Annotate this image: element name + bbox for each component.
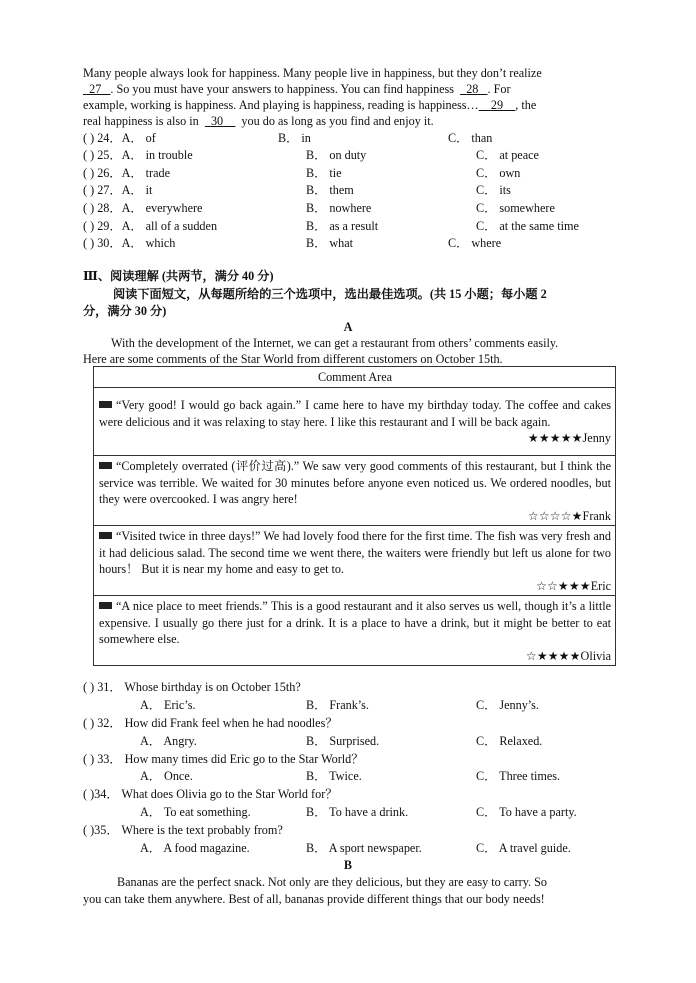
cloze-q30-c: C． where <box>448 236 502 250</box>
cloze-line-1: Many people always look for happiness. Many people live in happiness, but they don’t realize <box>83 66 542 80</box>
comment-marker-icon <box>99 462 112 469</box>
comment-marker-icon <box>99 401 112 408</box>
rating-olivia: ☆★★★★Olivia <box>525 648 611 663</box>
comment-jenny: “Very good! I would go back again.” I came here to have my birthday today. The coffee and cakes were delicious and it was relaxing to stay here. I like this restaurant and I will be back again. ★★★★★Jenny <box>94 388 616 456</box>
q34-option-a: A． To eat something. <box>140 805 251 819</box>
cloze-line-4: real happiness is also in 30 you do as long as you find and enjoy it. <box>83 114 434 128</box>
question-32: ( ) 32． How did Frank feel when he had noodles？ <box>83 716 338 730</box>
cloze-q30-b: B． what <box>306 236 354 250</box>
part-b-line-1: Bananas are the perfect snack. Not only are they delicious, but they are easy to carry. So <box>117 875 548 889</box>
blank-29: 29 <box>490 98 504 112</box>
q35-option-c: C． A travel guide. <box>476 841 571 855</box>
cloze-q29-b: B． as a result <box>306 219 379 233</box>
cloze-q26-c: C． own <box>476 166 521 180</box>
cloze-q25-c: C． at peace <box>476 148 539 162</box>
q34-option-c: C． To have a party. <box>476 805 577 819</box>
cloze-q28-b: B． nowhere <box>306 201 372 215</box>
cloze-line-3: example, working is happiness. And playing is happiness, reading is happiness… 29 , the <box>83 98 537 112</box>
q34-option-b: B． To have a drink. <box>306 805 409 819</box>
question-35: ( )35． Where is the text probably from? <box>83 823 283 837</box>
cloze-q26-b: B． tie <box>306 166 342 180</box>
instructions-line-2: 分，满分 30 分) <box>83 304 167 318</box>
rating-eric: ☆☆★★★Eric <box>536 578 611 593</box>
intro-a-line-2: Here are some comments of the Star World from different customers on October 15th. <box>83 352 503 366</box>
cloze-q25-b: B． on duty <box>306 148 367 162</box>
comment-area-title: Comment Area <box>94 367 616 388</box>
cloze-q24-c: C． than <box>448 131 493 145</box>
part-b-label: B <box>343 858 353 872</box>
q33-option-c: C． Three times. <box>476 769 561 783</box>
part-b-line-2: you can take them anywhere. Best of all, bananas provide different things that our body needs! <box>83 892 545 906</box>
q31-option-b: B． Frank’s. <box>306 698 369 712</box>
comment-frank: “Completely overrated (评价过高).” We saw very good comments of this restaurant, but I think the service was terrible. We waited for 30 minutes before anyone even noticed us. We ordered noodles, but they were overcooked. I was angry here! ☆☆☆☆★Frank <box>94 456 616 526</box>
blank-27: 27 <box>89 82 102 96</box>
q32-option-b: B． Surprised. <box>306 734 380 748</box>
q31-option-a: A． Eric’s. <box>140 698 196 712</box>
comment-marker-icon <box>99 532 112 539</box>
q32-option-c: C． Relaxed. <box>476 734 543 748</box>
cloze-q26-a: ( ) 26．A． trade <box>83 166 170 180</box>
cloze-q24-a: ( ) 24．A． of <box>83 131 156 145</box>
comment-table <box>93 366 616 666</box>
question-34: ( )34． What does Olivia go to the Star World for？ <box>83 787 338 801</box>
cloze-q29-c: C． at the same time <box>476 219 579 233</box>
blank-30: 30 <box>210 114 224 128</box>
rating-jenny: ★★★★★Jenny <box>527 431 611 446</box>
cloze-q29-a: ( ) 29．A． all of a sudden <box>83 219 218 233</box>
comment-marker-icon <box>99 602 112 609</box>
cloze-q28-c: C． somewhere <box>476 201 555 215</box>
cloze-q27-c: C． its <box>476 183 511 197</box>
question-33: ( ) 33． How many times did Eric go to the Star World？ <box>83 752 364 766</box>
intro-a-line-1: With the development of the Internet, we can get a restaurant from others’ comments easily. <box>111 336 559 350</box>
q32-option-a: A． Angry. <box>140 734 197 748</box>
instructions-line-1: 阅读下面短文，从每题所给的三个选项中，选出最佳选项。(共 15 小题；每小题 2 <box>113 287 547 301</box>
q35-option-a: A． A food magazine. <box>140 841 250 855</box>
rating-frank: ☆☆☆☆★Frank <box>527 508 611 523</box>
q35-option-b: B． A sport newspaper. <box>306 841 422 855</box>
comment-eric: “Visited twice in three days!” We had lovely food there for the first time. The fish was very fresh and it had delicious salad. The second time we went there, the waiters were friendly but left us alone for two hours！ But it is near my home and easy to get to. ☆☆★★★Eric <box>94 526 616 596</box>
cloze-q24-b: B． in <box>278 131 311 145</box>
cloze-q27-a: ( ) 27．A． it <box>83 183 153 197</box>
section-heading: Ⅲ、阅读理解 (共两节，满分 40 分) <box>83 269 274 283</box>
q33-option-a: A． Once. <box>140 769 193 783</box>
cloze-q25-a: ( ) 25．A． in trouble <box>83 148 193 162</box>
comment-olivia: “A nice place to meet friends.” This is a good restaurant and it also serves us well, though it’s a little expensive. I usually go there just for a drink. It is a place to have a drink, but it might be better to eat somewhere else. ☆★★★★Olivia <box>94 596 616 666</box>
q31-option-c: C． Jenny’s. <box>476 698 539 712</box>
q33-option-b: B． Twice. <box>306 769 362 783</box>
cloze-q30-a: ( ) 30．A． which <box>83 236 176 250</box>
cloze-q27-b: B． them <box>306 183 354 197</box>
blank-28: 28 <box>466 82 479 96</box>
cloze-q28-a: ( ) 28．A． everywhere <box>83 201 203 215</box>
part-a-label: A <box>343 320 353 334</box>
question-31: ( ) 31． Whose birthday is on October 15th? <box>83 680 301 694</box>
cloze-line-2: 27 . So you must have your answers to happiness. You can find happiness 28 . For <box>83 81 613 97</box>
